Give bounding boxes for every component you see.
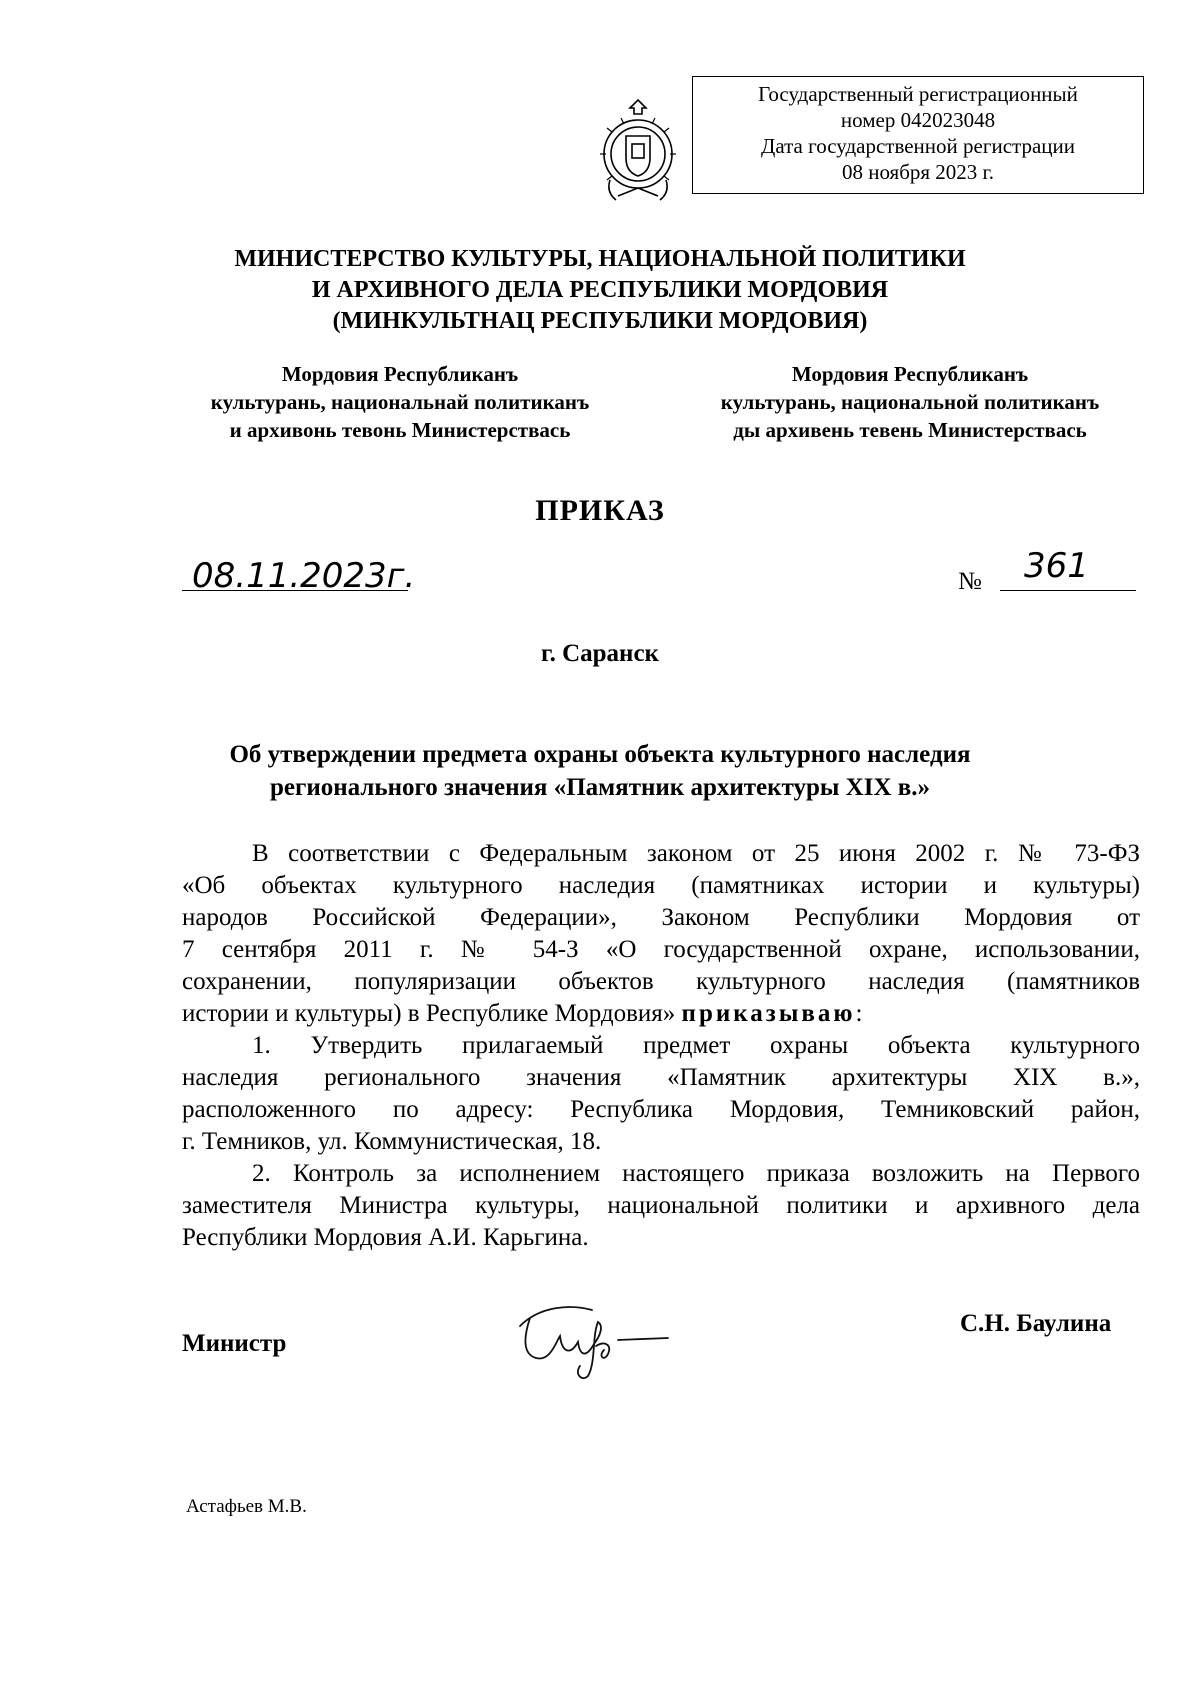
registration-date: 08 ноября 2023 г. xyxy=(841,160,995,184)
moksha-line: культурань, национальнай политиканъ xyxy=(210,390,590,414)
coat-of-arms-icon xyxy=(596,96,680,206)
erzya-line: ды архивень тевень Министерствась xyxy=(733,418,1087,442)
executor-name: Астафьев М.В. xyxy=(186,1496,307,1517)
date-underline xyxy=(182,590,408,591)
order-body xyxy=(182,838,1140,1254)
ministry-name-erzya xyxy=(680,360,1140,444)
registration-number: номер 042023048 xyxy=(840,108,996,132)
subject-line: Об утверждении предмета охраны объекта культурного наследия xyxy=(229,741,971,768)
ministry-name-line: И АРХИВНОГО ДЕЛА РЕСПУБЛИКИ МОРДОВИЯ xyxy=(311,277,889,303)
city: г. Саранск xyxy=(541,640,659,667)
ministry-name-moksha xyxy=(170,360,630,444)
body-line: «Об объектах культурного наследия (памятниках истории и культуры) xyxy=(182,872,1140,899)
item-2-line: Республики Мордовия А.И. Карьгина. xyxy=(182,1224,589,1251)
order-date-handwritten: 08.11.2023г. xyxy=(192,556,416,596)
item-2-line: заместителя Министра культуры, национальной политики и архивного дела xyxy=(182,1192,1140,1219)
body-line: 7 сентября 2011 г. № 54-З «О государственной охране, использовании, xyxy=(182,936,1140,963)
erzya-line: Мордовия Республиканъ xyxy=(791,362,1029,386)
erzya-line: культурань, национальной политиканъ xyxy=(720,390,1100,414)
item-1-line: расположенного по адресу: Республика Мордовия, Темниковский район, xyxy=(182,1096,1140,1123)
handwritten-signature-icon xyxy=(500,1296,690,1386)
moksha-line: Мордовия Республиканъ xyxy=(281,362,519,386)
moksha-line: и архивонь тевонь Министерствась xyxy=(229,418,571,442)
ministry-name xyxy=(150,244,1050,337)
document-title: ПРИКАЗ xyxy=(535,494,665,527)
item-1-line: 1. Утвердить прилагаемый предмет охраны объекта культурного xyxy=(252,1032,1140,1059)
registration-date-label: Дата государственной регистрации xyxy=(761,134,1075,158)
order-number-label: № xyxy=(958,568,982,595)
registration-stamp xyxy=(692,76,1144,194)
body-line: сохранении, популяризации объектов культурного наследия (памятников xyxy=(182,968,1140,995)
ministry-name-line: МИНИСТЕРСТВО КУЛЬТУРЫ, НАЦИОНАЛЬНОЙ ПОЛИТИКИ xyxy=(234,246,966,272)
signatory-position: Министр xyxy=(182,1330,287,1357)
order-number-handwritten: 361 xyxy=(1024,546,1089,586)
item-1-line: наследия регионального значения «Памятник архитектуры XIX в.», xyxy=(182,1064,1140,1091)
body-line: народов Российской Федерации», Законом Республики Мордовия от xyxy=(182,904,1140,931)
order-subject xyxy=(150,738,1050,804)
signatory-name: С.Н. Баулина xyxy=(960,1310,1112,1337)
registration-line-1: Государственный регистрационный xyxy=(758,82,1078,106)
item-1-line: г. Темников, ул. Коммунистическая, 18. xyxy=(182,1128,602,1155)
order-word: приказываю xyxy=(681,1000,856,1027)
body-line-text: истории и культуры) в Республике Мордовия» xyxy=(182,1000,676,1027)
body-line xyxy=(182,998,1140,1030)
order-colon: : xyxy=(855,1000,863,1027)
subject-line: регионального значения «Памятник архитектуры XIX в.» xyxy=(269,774,931,801)
number-underline xyxy=(1000,590,1136,591)
body-line: В соответствии с Федеральным законом от 25 июня 2002 г. № 73-ФЗ xyxy=(252,840,1140,867)
ministry-name-line: (МИНКУЛЬТНАЦ РЕСПУБЛИКИ МОРДОВИЯ) xyxy=(332,308,868,334)
item-2-line: 2. Контроль за исполнением настоящего приказа возложить на Первого xyxy=(252,1160,1140,1187)
